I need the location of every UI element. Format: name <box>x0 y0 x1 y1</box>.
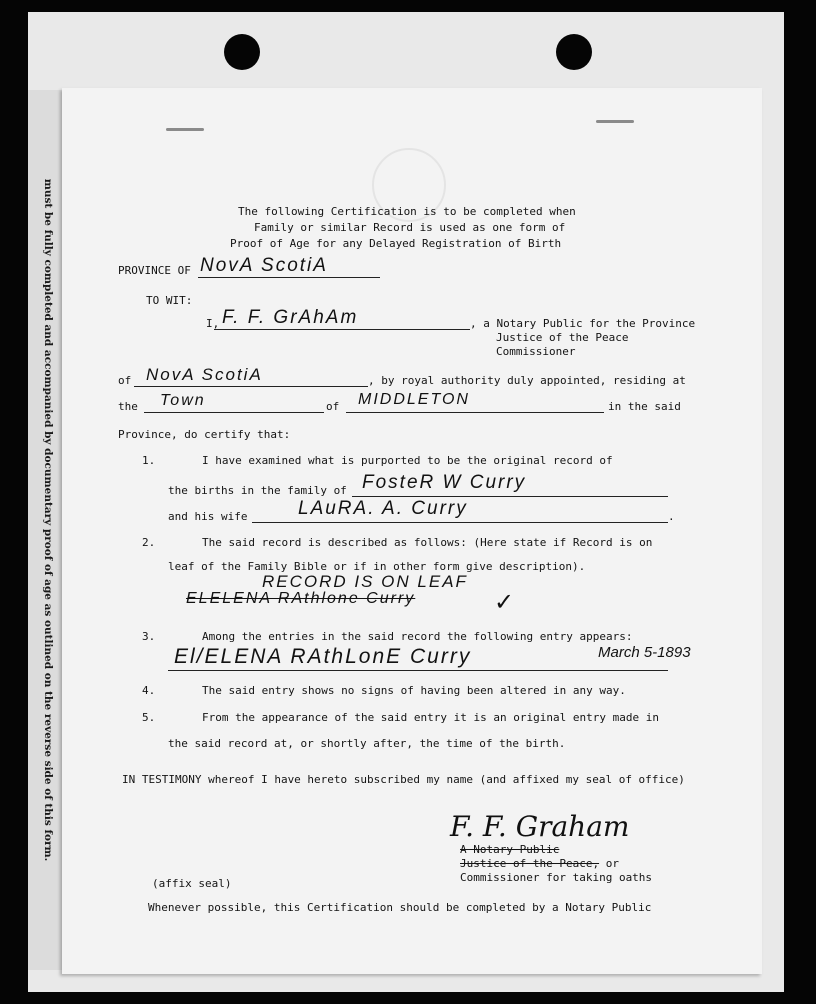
in-said-text: in the said <box>608 400 681 413</box>
staple-right <box>596 120 634 123</box>
certification-form <box>62 88 762 974</box>
entry-value: El/ELENA RAthLonE Curry <box>174 645 472 668</box>
record-description: RECORD IS ON LEAF <box>262 572 468 591</box>
of2-label: of <box>326 400 340 413</box>
title-commissioner: Commissioner for taking oaths <box>460 871 653 884</box>
family-line <box>352 496 668 497</box>
title-notary-struck: A Notary Public <box>460 843 560 856</box>
of-label: of <box>118 374 132 387</box>
testimony-text: IN TESTIMONY whereof I have hereto subscribed my name (and affixed my seal of office) <box>122 773 685 786</box>
the-value: Town <box>160 392 206 409</box>
item3-line1: Among the entries in the said record the following entry appears: <box>202 630 633 643</box>
the-line <box>144 412 324 413</box>
check-mark: ✓ <box>494 589 515 616</box>
punch-hole-left <box>224 34 260 70</box>
family-value: FosteR W Curry <box>362 472 527 493</box>
item4-line1: The said entry shows no signs of having been altered in any way. <box>202 684 626 697</box>
officer-line <box>214 329 470 330</box>
appointed-text: , by royal authority duly appointed, residing at <box>368 374 686 387</box>
item2-number: 2. <box>142 536 156 549</box>
item1-number: 1. <box>142 454 156 467</box>
town-value: MIDDLETON <box>358 391 470 408</box>
officer-name: F. F. GrAhAm <box>222 307 359 328</box>
side-instruction-note: must be fully completed and accompanied by documentary proof of age as outlined on the reverse side of this form. <box>42 178 54 862</box>
staple-left <box>166 128 204 131</box>
affix-seal-text: (affix seal) <box>152 877 232 890</box>
certify-text: Province, do certify that: <box>118 428 291 441</box>
punch-hole-right <box>556 34 592 70</box>
item5-number: 5. <box>142 711 156 724</box>
title-or: or <box>599 857 619 870</box>
town-line <box>346 412 604 413</box>
entry-line <box>168 670 668 671</box>
item5-line1: From the appearance of the said entry it is an original entry made in <box>202 711 659 724</box>
item2-line1: The said record is described as follows: (Here state if Record is on <box>202 536 653 549</box>
officer-role-notary: , a Notary Public for the Province <box>470 317 696 330</box>
wife-line <box>252 522 668 523</box>
header-line-2: Family or similar Record is used as one form of <box>254 221 566 234</box>
header-line-3: Proof of Age for any Delayed Registration of Birth <box>230 237 562 250</box>
wife-value: LAuRA. A. Curry <box>298 498 468 519</box>
item2-line2: leaf of the Family Bible or if in other form give description). <box>168 560 586 573</box>
item1-line2: the births in the family of <box>168 484 347 497</box>
entry-date: March 5-1893 <box>598 644 691 661</box>
officer-prefix: I, <box>206 317 220 330</box>
item1-line3: and his wife <box>168 510 248 523</box>
officer-role-justice: Justice of the Peace <box>496 331 629 344</box>
to-wit-label: TO WIT: <box>146 294 193 307</box>
officer-role-commissioner: Commissioner <box>496 345 576 358</box>
province-value: NovA ScotiA <box>200 255 328 276</box>
item1-line1: I have examined what is purported to be the original record of <box>202 454 613 467</box>
signature: F. F. Graham <box>450 810 630 843</box>
of-line <box>134 386 368 387</box>
the-label: the <box>118 400 138 413</box>
footer-note: Whenever possible, this Certification should be completed by a Notary Public <box>148 901 652 914</box>
title-justice-struck: Justice of the Peace, <box>460 857 600 870</box>
header-line-1: The following Certification is to be completed when <box>238 205 576 218</box>
item3-number: 3. <box>142 630 156 643</box>
item1-end: . <box>668 510 675 523</box>
province-line <box>198 277 380 278</box>
item5-line2: the said record at, or shortly after, the time of the birth. <box>168 737 566 750</box>
of-value: NovA ScotiA <box>146 365 263 384</box>
struck-entry: ELELENA RAthlone Curry <box>186 590 416 607</box>
item4-number: 4. <box>142 684 156 697</box>
province-label: PROVINCE OF <box>118 264 191 277</box>
